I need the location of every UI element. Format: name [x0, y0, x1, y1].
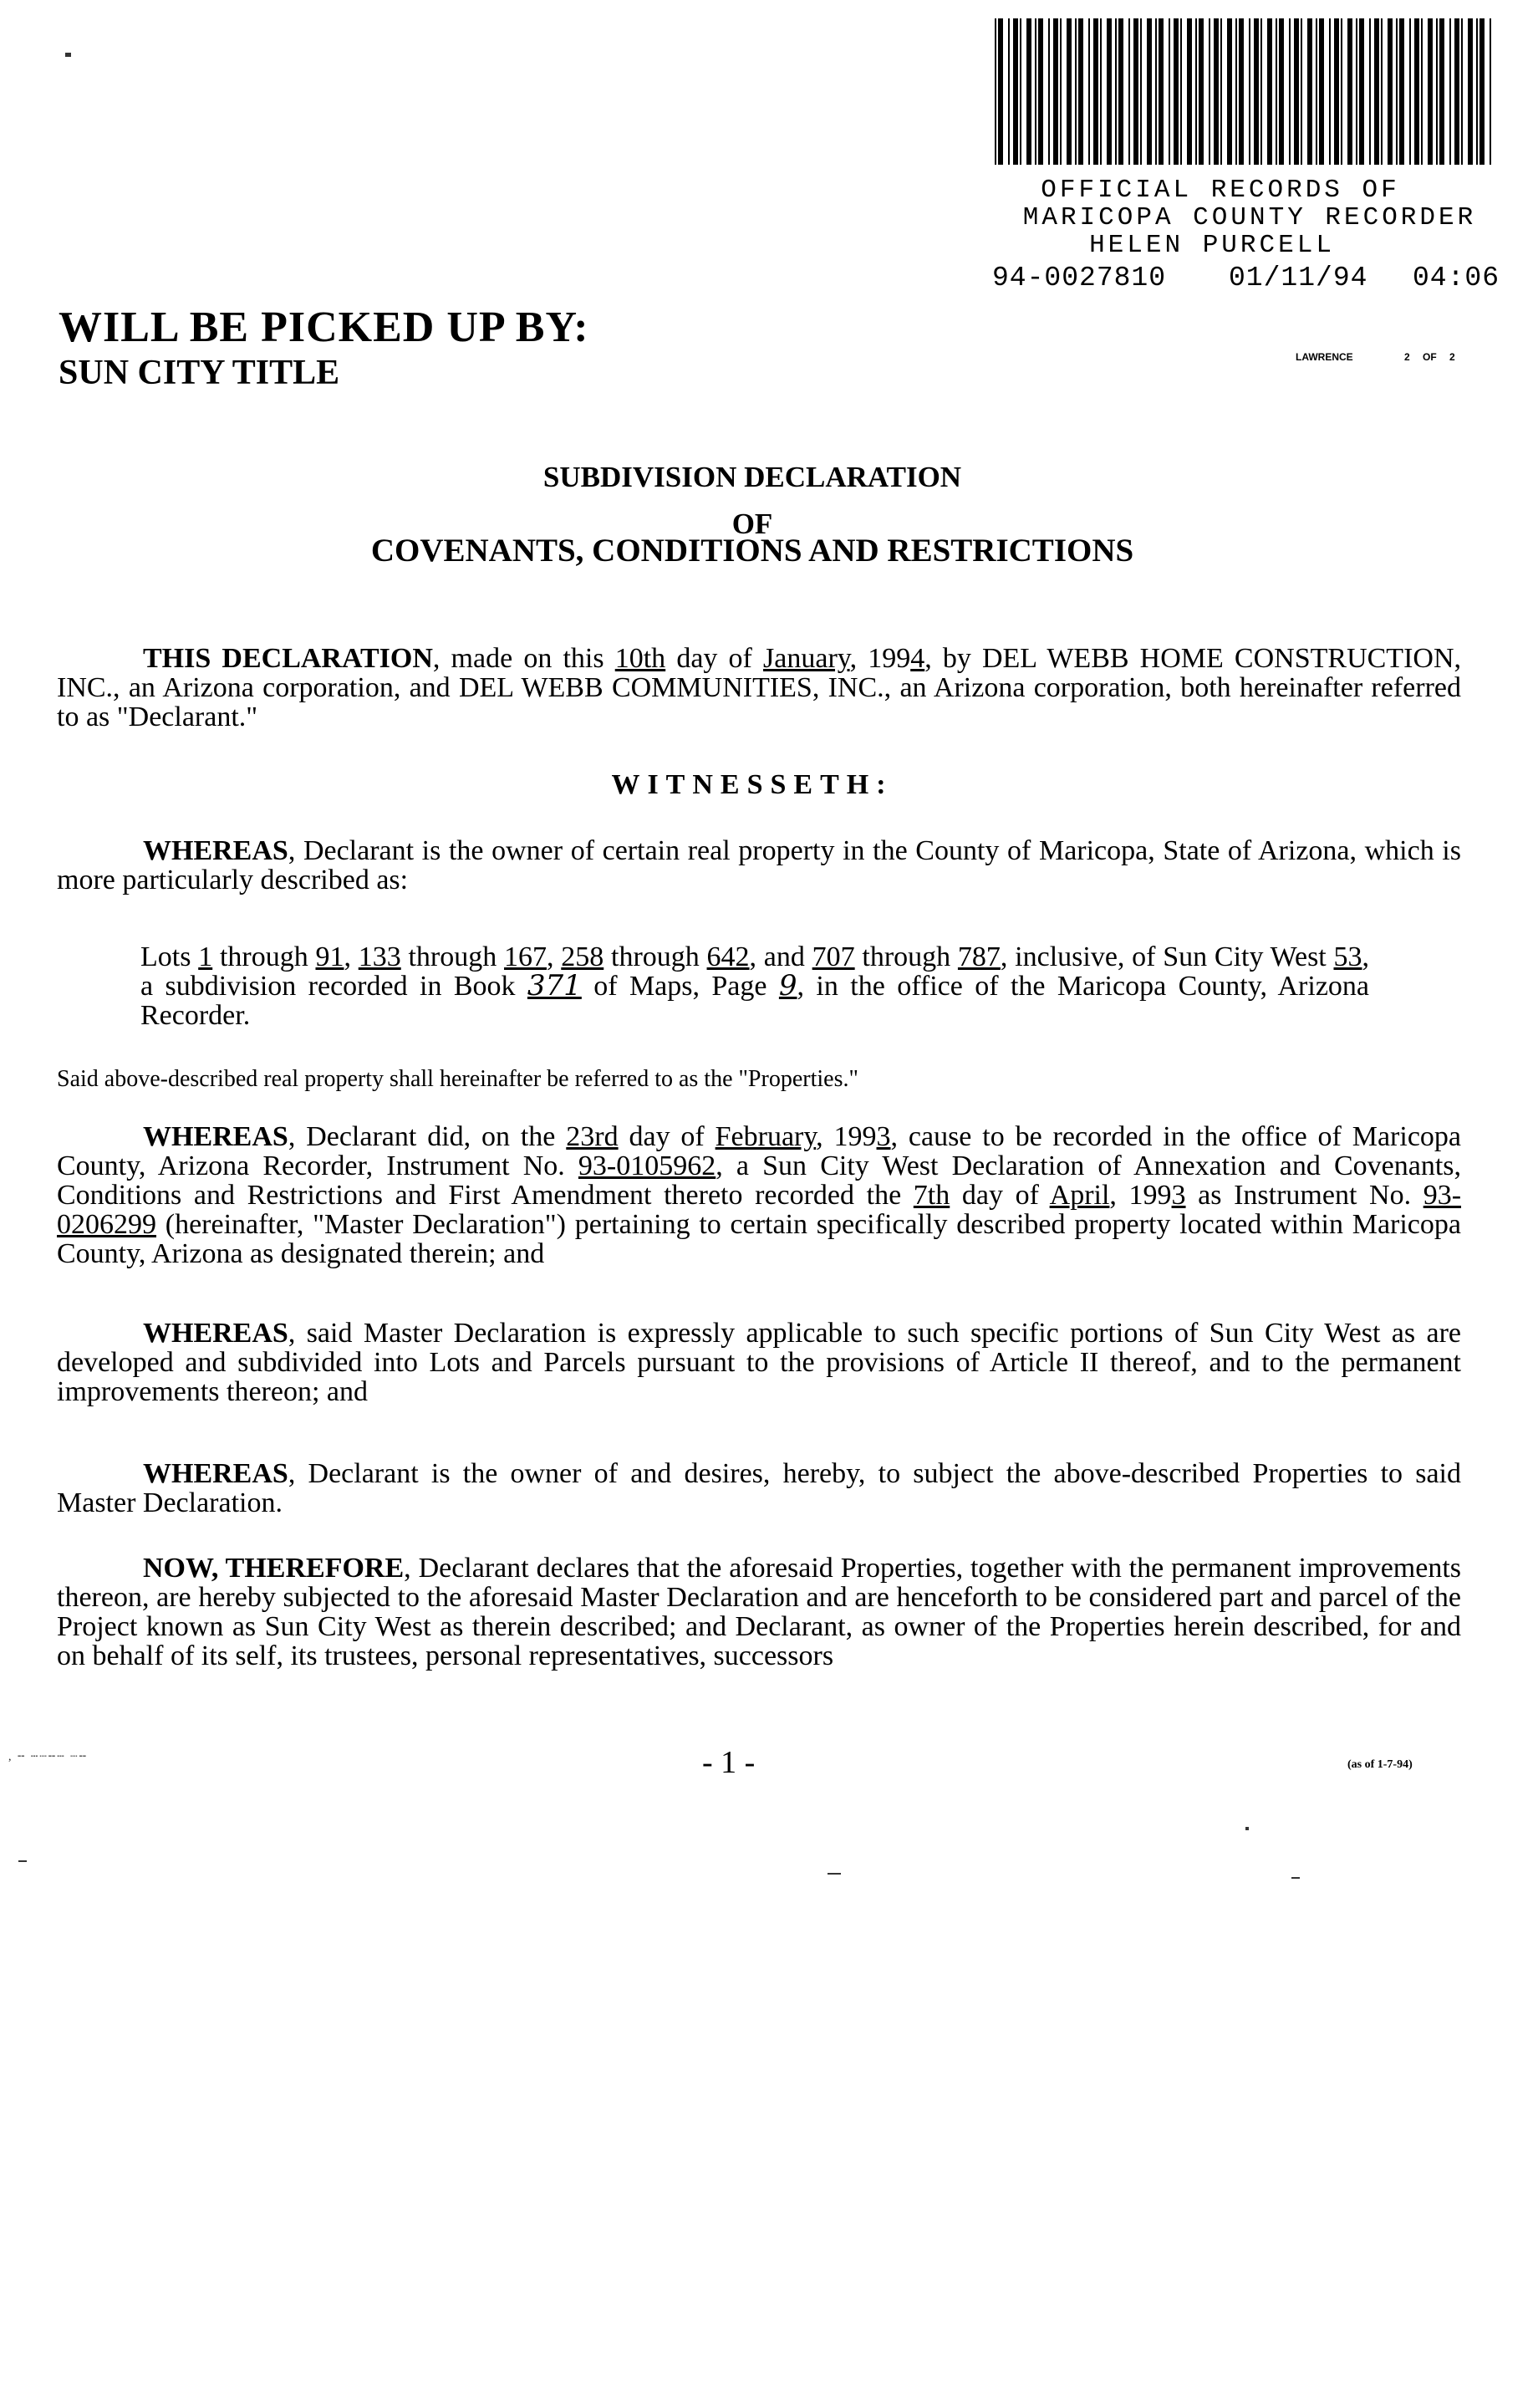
recorder-name: HELEN PURCELL	[1089, 231, 1335, 260]
whereas-paragraph-1: WHEREAS, Declarant is the owner of certain real property in the County of Maricopa, State of Arizona, which is more particularly described as:	[57, 835, 1461, 895]
document-title-line1: SUBDIVISION DECLARATION	[542, 461, 962, 493]
intro-lead: THIS DECLARATION	[143, 643, 433, 674]
document-title-line2: OF	[731, 508, 773, 540]
recording-page-count: 2 OF 2	[1404, 351, 1455, 363]
instrument-number: 94-0027810	[992, 263, 1167, 293]
recording-clerk: LAWRENCE	[1296, 351, 1353, 363]
revision-date: (as of 1-7-94)	[1347, 1758, 1413, 1771]
recorder-office-line: OFFICIAL RECORDS OF	[1041, 176, 1400, 205]
whereas-paragraph-4: WHEREAS, Declarant is the owner of and desires, hereby, to subject the above-described Properties to said Master Declaration.	[57, 1458, 1461, 1518]
recording-date: 01/11/94	[1229, 263, 1368, 293]
footer-scribble: , ╌ ┄┈╌┄ ┈╌	[8, 1751, 89, 1763]
intro-paragraph: THIS DECLARATION, made on this 10th day of January, 1994, by DEL WEBB HOME CONSTRUCTION, INC., an Arizona corporation, and DEL WEBB COMMUNITIES, INC., an Arizona corporation, both hereinafter referred to as "Declarant."	[57, 643, 1462, 732]
recording-time: 04:06	[1413, 263, 1500, 293]
scan-speck	[1245, 1827, 1249, 1830]
scan-speck	[65, 53, 71, 57]
scan-speck	[18, 1860, 27, 1862]
lots-description: Lots 1 through 91, 133 through 167, 258 through 642, and 707 through 787, inclusive, of Sun City West 53, a subdivision recorded in Book 371 of Maps, Page 9, in the office of the Maricopa County, Arizona Recorder.	[140, 941, 1370, 1031]
pickup-company: SUN CITY TITLE	[59, 354, 340, 392]
page-number-handwritten: 9	[778, 969, 797, 1002]
pickup-heading: WILL BE PICKED UP BY:	[59, 304, 589, 351]
properties-definition: Said above-described real property shall hereinafter be referred to as the "Properties."	[57, 1066, 858, 1092]
witnesseth-heading: WITNESSETH:	[611, 769, 894, 800]
intro-day: 10th	[614, 643, 666, 674]
intro-month: January	[763, 643, 850, 674]
recorder-county-line: MARICOPA COUNTY RECORDER	[1022, 203, 1477, 232]
whereas-paragraph-2: WHEREAS, Declarant did, on the 23rd day of February, 1993, cause to be recorded in the office of Maricopa County, Arizona Recorder, Instrument No. 93-0105962, a Sun City West Declaration of Annexation and Covenants, Conditions and Restrictions and First Amendment thereto recorded the 7th day of April, 1993 as Instrument No. 93-0206299 (hereinafter, "Master Declaration") pertaining to certain specifically described property located within Maricopa County, Arizona as designated therein; and	[57, 1121, 1462, 1269]
page-number: - 1 -	[702, 1745, 756, 1780]
scan-speck	[828, 1873, 841, 1875]
scan-speck	[1291, 1877, 1300, 1879]
document-title-line3: COVENANTS, CONDITIONS AND RESTRICTIONS	[370, 533, 1134, 569]
book-number: 371	[527, 969, 582, 1002]
now-therefore-paragraph: NOW, THEREFORE, Declarant declares that the aforesaid Properties, together with the permanent improvements thereon, are hereby subjected to the aforesaid Master Declaration and are henceforth to be considered part and parcel of the Project known as Sun City West as therein described; and Declarant, as owner of the Properties herein described, for and on behalf of its self, its trustees, personal representatives, successors	[57, 1553, 1461, 1671]
barcode	[995, 18, 1496, 165]
whereas-paragraph-3: WHEREAS, said Master Declaration is expressly applicable to such specific portions of Sun City West as are developed and subdivided into Lots and Parcels pursuant to the provisions of Article II thereof, and to the permanent improvements thereon; and	[57, 1318, 1461, 1407]
